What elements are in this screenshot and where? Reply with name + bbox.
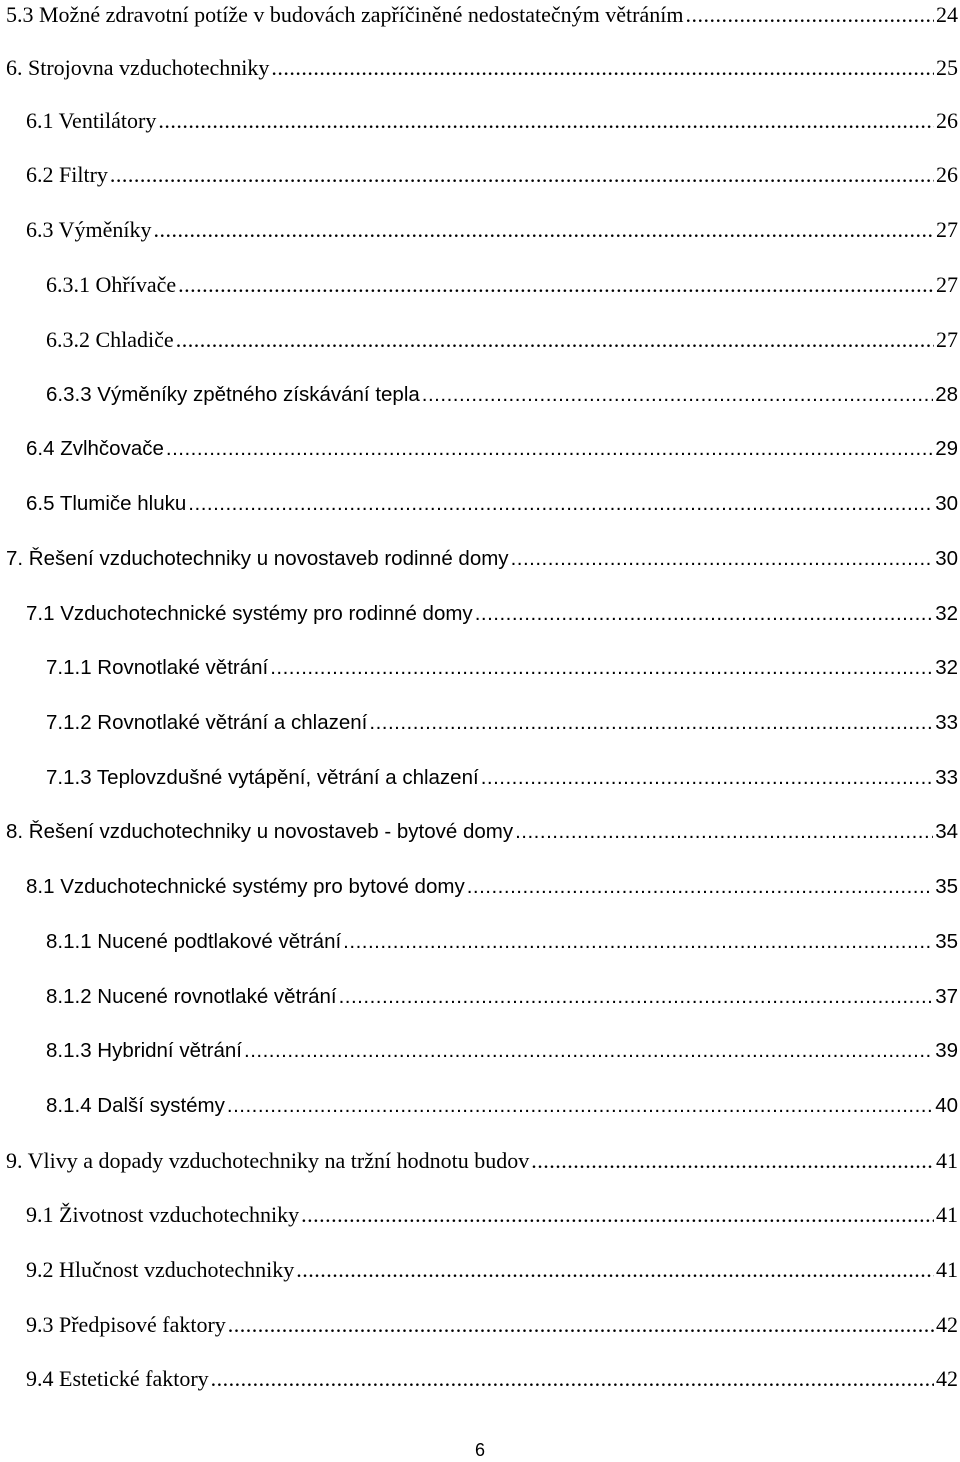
- toc-entry-page: 24: [936, 2, 958, 27]
- toc-entry[interactable]: [26, 599, 958, 629]
- toc-entry[interactable]: [46, 1091, 958, 1121]
- toc-entry-page: 26: [936, 108, 958, 133]
- toc-entry-title: 9. Vlivy a dopady vzduchotechniky na tržní hodnotu budov: [6, 1148, 530, 1173]
- toc-leader-dots: [227, 1091, 933, 1121]
- toc-entry-page: 37: [935, 985, 958, 1008]
- toc-entry-title: 7.1.2 Rovnotlaké větrání a chlazení: [46, 711, 368, 734]
- toc-entry-title: 7.1 Vzduchotechnické systémy pro rodinné domy: [26, 602, 473, 625]
- toc-leader-dots: [475, 599, 934, 629]
- toc-leader-dots: [301, 1200, 934, 1230]
- toc-entry-title: 8.1.1 Nucené podtlakové větrání: [46, 930, 342, 953]
- toc-leader-dots: [369, 708, 933, 738]
- toc-entry[interactable]: [26, 1200, 958, 1230]
- toc-entry[interactable]: [46, 982, 958, 1012]
- toc-entry[interactable]: [26, 106, 958, 136]
- toc-leader-dots: [270, 653, 933, 683]
- toc-entry-title: 8.1 Vzduchotechnické systémy pro bytové domy: [26, 875, 465, 898]
- toc-entry-title: 8.1.4 Další systémy: [46, 1094, 225, 1117]
- toc-entry[interactable]: [26, 1255, 958, 1285]
- toc-leader-dots: [685, 0, 934, 30]
- toc-leader-dots: [339, 982, 934, 1012]
- toc-entry-title: 6.3.3 Výměníky zpětného získávání tepla: [46, 383, 420, 406]
- toc-entry-page: 41: [936, 1257, 958, 1282]
- toc-entry-page: 42: [936, 1366, 958, 1391]
- toc-entry-page: 41: [936, 1202, 958, 1227]
- toc-entry[interactable]: [6, 817, 958, 847]
- toc-entry-title: 8.1.3 Hybridní větrání: [46, 1039, 242, 1062]
- toc-entry[interactable]: [26, 1310, 958, 1340]
- toc-entry-page: 25: [936, 55, 958, 80]
- toc-entry-page: 34: [935, 820, 958, 843]
- page-number: 6: [474, 1440, 485, 1460]
- toc-entry[interactable]: [46, 325, 958, 355]
- toc-leader-dots: [511, 544, 934, 574]
- toc-leader-dots: [343, 927, 933, 957]
- toc-entry-title: 6.1 Ventilátory: [26, 108, 157, 133]
- toc-entry-title: 6.5 Tlumiče hluku: [26, 492, 187, 515]
- toc-entry-page: 27: [936, 327, 958, 352]
- toc-entry[interactable]: [6, 1146, 958, 1176]
- toc-entry-page: 27: [936, 272, 958, 297]
- toc-entry-page: 35: [935, 930, 958, 953]
- toc-entry[interactable]: [26, 160, 958, 190]
- toc-entry-title: 6.3.1 Ohřívače: [46, 272, 177, 297]
- toc-entry-page: 30: [935, 547, 958, 570]
- toc-entry-title: 9.3 Předpisové faktory: [26, 1312, 226, 1337]
- toc-entry-title: 9.1 Životnost vzduchotechniky: [26, 1202, 300, 1227]
- toc-entry[interactable]: [26, 434, 958, 464]
- toc-entry-title: 6. Strojovna vzduchotechniky: [6, 55, 270, 80]
- toc-entry[interactable]: [26, 489, 958, 519]
- toc-entry-page: 39: [935, 1039, 958, 1062]
- toc-entry[interactable]: [6, 0, 958, 30]
- toc-entry-title: 6.3 Výměníky: [26, 217, 152, 242]
- toc-entry[interactable]: [26, 215, 958, 245]
- toc-entry-page: 32: [935, 602, 958, 625]
- toc-entry[interactable]: [46, 380, 958, 410]
- toc-entry[interactable]: [46, 927, 958, 957]
- toc-leader-dots: [531, 1146, 934, 1176]
- toc-entry-title: 7. Řešení vzduchotechniky u novostaveb rodinné domy: [6, 547, 509, 570]
- toc-entry-title: 6.3.2 Chladiče: [46, 327, 174, 352]
- toc-leader-dots: [481, 763, 934, 793]
- toc-entry[interactable]: [46, 708, 958, 738]
- toc-entry-page: 41: [936, 1148, 958, 1173]
- toc-entry-page: 33: [935, 711, 958, 734]
- toc-entry-page: 29: [935, 437, 958, 460]
- toc-leader-dots: [296, 1255, 934, 1285]
- toc-entry-page: 35: [935, 875, 958, 898]
- toc-leader-dots: [271, 53, 934, 83]
- toc-entry-title: 6.4 Zvlhčovače: [26, 437, 164, 460]
- toc-leader-dots: [110, 160, 934, 190]
- toc-leader-dots: [166, 434, 933, 464]
- toc-leader-dots: [467, 872, 933, 902]
- toc-entry[interactable]: [26, 1364, 958, 1394]
- toc-leader-dots: [188, 489, 933, 519]
- toc-entry-page: 33: [935, 766, 958, 789]
- toc-entry-page: 28: [935, 383, 958, 406]
- toc-leader-dots: [153, 215, 934, 245]
- toc-entry-page: 42: [936, 1312, 958, 1337]
- toc-entry[interactable]: [6, 53, 958, 83]
- toc-entry-page: 26: [936, 162, 958, 187]
- toc-leader-dots: [211, 1364, 934, 1394]
- toc-leader-dots: [228, 1310, 934, 1340]
- toc-entry-title: 9.2 Hlučnost vzduchotechniky: [26, 1257, 295, 1282]
- toc-entry-title: 6.2 Filtry: [26, 162, 108, 187]
- toc-entry[interactable]: [46, 270, 958, 300]
- toc-entry-title: 7.1.3 Teplovzdušné vytápění, větrání a chlazení: [46, 766, 479, 789]
- toc-leader-dots: [244, 1036, 933, 1066]
- toc-leader-dots: [158, 106, 934, 136]
- toc-leader-dots: [422, 380, 933, 410]
- toc-entry-page: 30: [935, 492, 958, 515]
- toc-entry-title: 8. Řešení vzduchotechniky u novostaveb - bytové domy: [6, 820, 514, 843]
- toc-leader-dots: [178, 270, 934, 300]
- toc-entry-title: 8.1.2 Nucené rovnotlaké větrání: [46, 985, 337, 1008]
- toc-entry[interactable]: [26, 872, 958, 902]
- toc-entry[interactable]: [46, 1036, 958, 1066]
- toc-entry-title: 9.4 Estetické faktory: [26, 1366, 209, 1391]
- toc-leader-dots: [176, 325, 934, 355]
- toc-entry-page: 32: [935, 656, 958, 679]
- toc-entry-page: 40: [935, 1094, 958, 1117]
- toc-entry[interactable]: [46, 763, 958, 793]
- toc-entry[interactable]: [46, 653, 958, 683]
- toc-entry[interactable]: [6, 544, 958, 574]
- toc-entry-title: 7.1.1 Rovnotlaké větrání: [46, 656, 269, 679]
- toc-leader-dots: [515, 817, 933, 847]
- toc-entry-page: 27: [936, 217, 958, 242]
- toc-entry-title: 5.3 Možné zdravotní potíže v budovách zapříčiněné nedostatečným větráním: [6, 2, 684, 27]
